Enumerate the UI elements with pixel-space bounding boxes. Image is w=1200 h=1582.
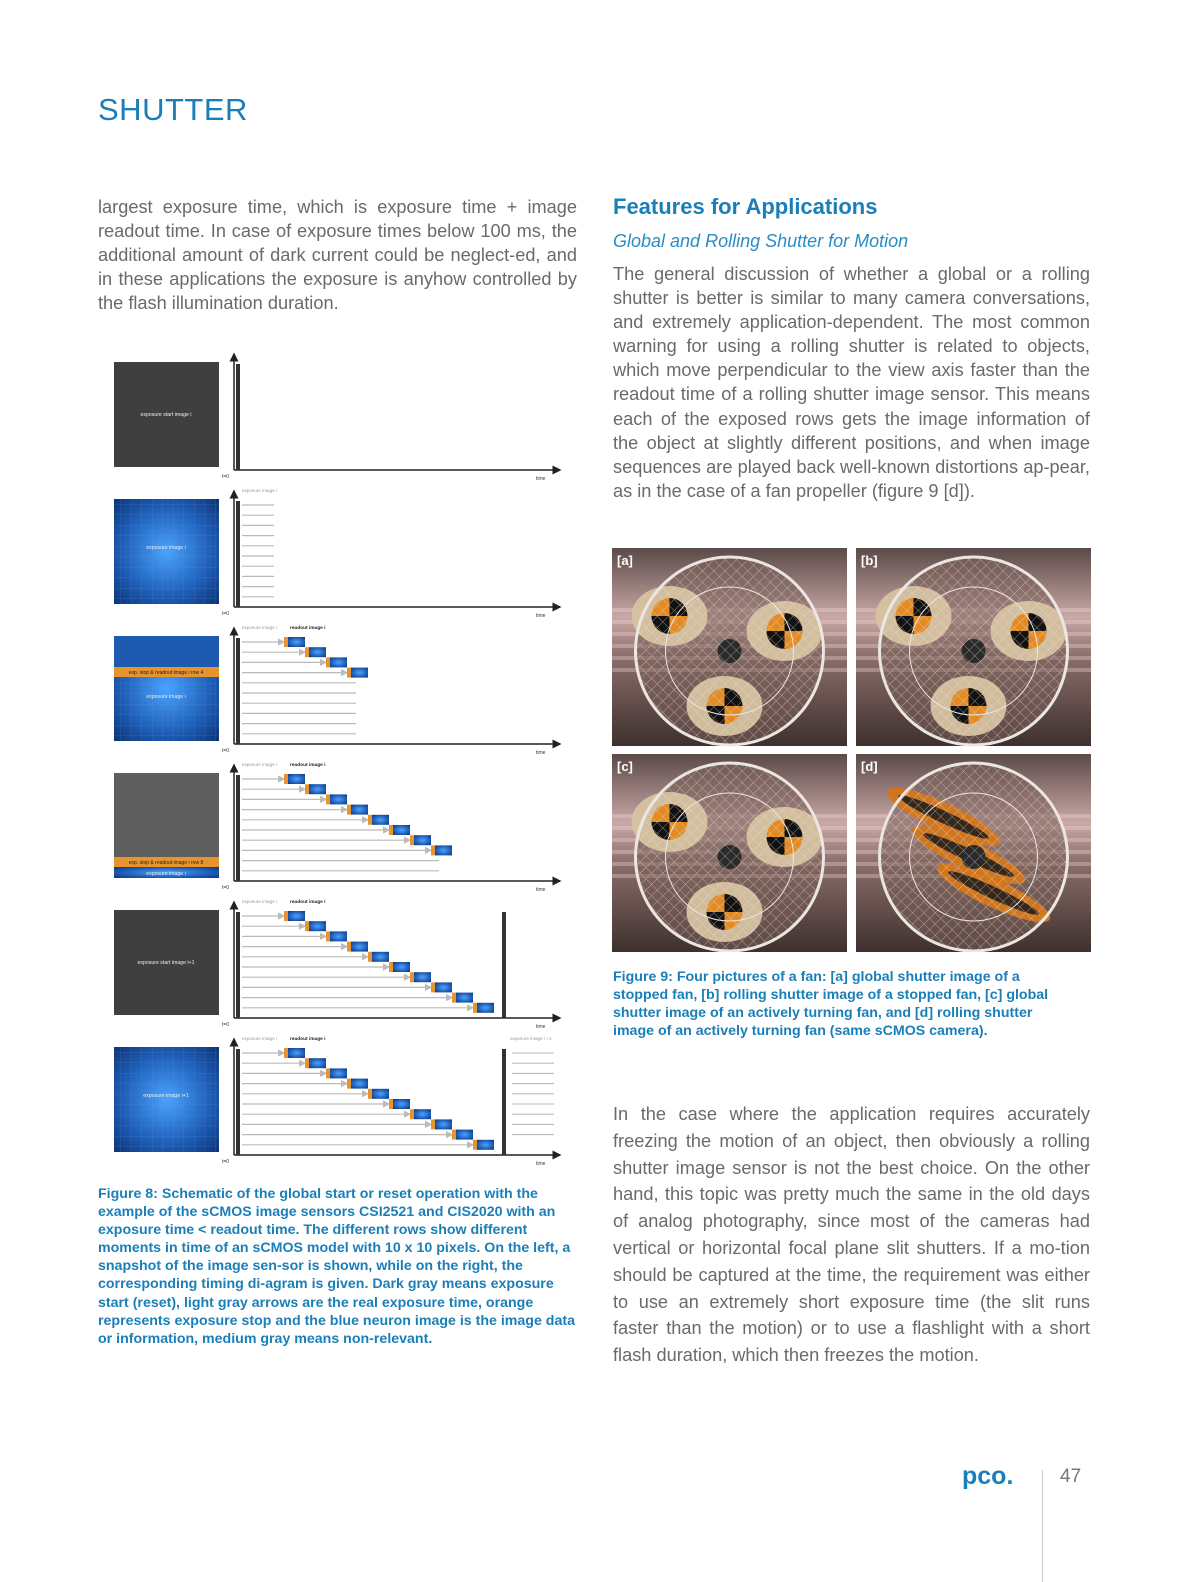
exposure-stop-mark [431, 982, 435, 992]
fig8-row-6 [114, 1036, 560, 1167]
exposure-image-label: exposure image i [242, 488, 277, 493]
exposure-stop-mark [347, 668, 351, 678]
fan-mesh [636, 557, 824, 745]
readout-block [330, 931, 347, 941]
exposure-image-label: exposure image i [242, 625, 277, 630]
sensor-label: exposure image i [146, 871, 186, 877]
exposure-stop-mark [284, 911, 288, 921]
readout-block [414, 835, 431, 845]
readout-block [372, 952, 389, 962]
section-heading: Features for Applications [613, 194, 878, 219]
readout-image-label: readout image i [290, 1037, 326, 1042]
exposure-next-label: exposure image i +1 [510, 1036, 552, 1041]
fan-mesh [880, 763, 1068, 951]
t0-label: t=0 [222, 1159, 230, 1165]
time-label: time [536, 613, 546, 619]
readout-block [351, 942, 368, 952]
fig8-row-2 [114, 488, 560, 619]
exposure-stop-mark [368, 1089, 372, 1099]
readout-block [393, 962, 410, 972]
readout-block [372, 1089, 389, 1099]
readout-block [330, 657, 347, 667]
readout-block [351, 1079, 368, 1089]
footer-divider [1042, 1470, 1043, 1582]
fig8-row-5 [114, 899, 560, 1030]
readout-block [309, 647, 326, 657]
readout-block [309, 784, 326, 794]
time-label: time [536, 1161, 546, 1167]
exposure-stop-mark [326, 931, 330, 941]
sensor-grid [114, 499, 219, 604]
readout-block [477, 1003, 494, 1013]
section-subheading: Global and Rolling Shutter for Motion [613, 231, 909, 251]
readout-block [309, 1058, 326, 1068]
exposure-stop-mark [305, 1058, 309, 1068]
exposure-stop-mark [389, 962, 393, 972]
sensor-snapshot [114, 773, 219, 857]
exposure-stop-mark [284, 1048, 288, 1058]
readout-block [351, 805, 368, 815]
figure9-images [612, 548, 1091, 952]
exposure-stop-mark [326, 794, 330, 804]
fan-photo-4 [856, 754, 1091, 952]
readout-block [288, 1048, 305, 1058]
exposure-stop-mark [452, 993, 456, 1003]
readout-block [414, 1109, 431, 1119]
right-paragraph-2: In the case where the application requires accurately freezing the motion of an object, then obviously a rolling shutter image sensor is not the best choice. On the other hand, this topic was pretty much the same in the old days of analog photography, since most of the cameras had vertical or horizontal focal plane slit shutters. If a mo-tion should be captured at the time, the requirement was either to use an extremely short exposure time (the slit runs faster than the motion) or to use a flashlight with a short flash duration, which then freezes the motion. [613, 1104, 1090, 1366]
figure8-caption: Figure 8: Schematic of the global start or reset operation with the example of the sCMOS image sensors CSI2521 and CIS2020 with an exposure time < readout time. The different rows show different moments in time of an sCMOS model with 10 x 10 pixels. On the left, a snapshot of the image sen-sor is shown, while on the right, the corresponding timing di-agram is given. Dark gray means exposure start (reset), light gray arrows are the real exposure time, orange represents exposure stop and the blue neuron image is the image data or information, medium gray means non-relevant. [98, 1186, 575, 1347]
exposure-stop-mark [368, 815, 372, 825]
time-label: time [536, 750, 546, 756]
panel-label: [c] [617, 759, 633, 774]
exposure-stop-mark [326, 1068, 330, 1078]
fan-photo-1 [612, 548, 847, 746]
exposure-start-bar [236, 1049, 240, 1155]
readout-block [414, 972, 431, 982]
panel-label: [a] [617, 553, 633, 568]
left-paragraph: largest exposure time, which is exposure time + image readout time. In case of exposure times below 100 ms, the additional amount of dark current could be neglect-ed, and in these applications the exposure is anyhow controlled by the flash illumination duration. [98, 197, 577, 314]
pco-logo: pco. [962, 1462, 1014, 1490]
exposure-stop-mark [431, 1119, 435, 1129]
t0-label: t=0 [222, 474, 230, 480]
exposure-image-label: exposure image i [242, 762, 277, 767]
exposure-stop-mark [347, 942, 351, 952]
t0-label: t=0 [222, 1022, 230, 1028]
exposure-image-label: exposure image i [242, 1036, 277, 1041]
readout-block [456, 1130, 473, 1140]
fig8-row-4 [114, 762, 560, 893]
readout-image-label: readout image i [290, 763, 326, 768]
t0-label: t=0 [222, 611, 230, 617]
right-paragraph-1: The general discussion of whether a global or a rolling shutter is better is similar to many camera conversations, and extremely application-dependent. The most common warning for using a rolling shutter is related to objects, which move perpendicular to the view axis faster than the readout time of a rolling shutter image sensor. This means each of the exposed rows gets the image information of the object at slightly different positions, and when image sequences are played back well-known distortions ap-pear, as in the case of a fan propeller (figure 9 [d]). [613, 264, 1090, 501]
t0-label: t=0 [222, 885, 230, 891]
fan-mesh [636, 763, 824, 951]
exposure-stop-mark [473, 1003, 477, 1013]
exposure-start-bar [236, 912, 240, 1018]
panel-label: [d] [861, 759, 878, 774]
readout-block [288, 637, 305, 647]
sensor-label: exposure start image i+1 [137, 960, 195, 966]
sensor-rows-read [114, 636, 219, 667]
next-exposure-start-bar [502, 912, 506, 1018]
readout-block [456, 993, 473, 1003]
sensor-label: exposure image i+1 [143, 1093, 189, 1099]
figure9-caption: Figure 9: Four pictures of a fan: [a] global shutter image of a stopped fan, [b] rolling shutter image of a stopped fan, [c] global shutter image of an actively turning fan, and [d] rolling shutter image of an actively turning fan (same sCMOS camera). [613, 969, 1049, 1040]
readout-block [477, 1140, 494, 1150]
exposure-stop-mark [284, 774, 288, 784]
sensor-label: exposure start image i [140, 412, 192, 418]
sensor-label-stop: exp. stop & readout image i row 8 [128, 860, 204, 866]
readout-block [393, 1099, 410, 1109]
panel-label: [b] [861, 553, 878, 568]
readout-image-label: readout image i [290, 626, 326, 631]
readout-block [309, 921, 326, 931]
exposure-image-label: exposure image i [242, 899, 277, 904]
exposure-stop-mark [389, 1099, 393, 1109]
readout-block [435, 1119, 452, 1129]
time-label: time [536, 887, 546, 893]
exposure-stop-mark [347, 1079, 351, 1089]
time-label: time [536, 1024, 546, 1030]
fan-mesh [880, 557, 1068, 745]
exposure-stop-mark [410, 835, 414, 845]
exposure-start-bar [236, 364, 240, 470]
readout-block [372, 815, 389, 825]
time-label: time [536, 476, 546, 482]
exposure-stop-mark [410, 1109, 414, 1119]
exposure-start-bar [236, 775, 240, 881]
exposure-stop-mark [431, 845, 435, 855]
exposure-stop-mark [473, 1140, 477, 1150]
sensor-label-stop: exp. stop & readout image i row 4 [128, 670, 204, 676]
exposure-stop-mark [284, 637, 288, 647]
readout-block [351, 668, 368, 678]
readout-block [435, 982, 452, 992]
sensor-label: exposure image i [146, 545, 186, 551]
exposure-stop-mark [368, 952, 372, 962]
exposure-stop-mark [326, 657, 330, 667]
readout-block [288, 774, 305, 784]
readout-block [288, 911, 305, 921]
sensor-label: exposure image i [146, 694, 186, 700]
exposure-stop-mark [305, 784, 309, 794]
fig8-row-1 [114, 354, 560, 482]
readout-block [435, 845, 452, 855]
exposure-stop-mark [347, 805, 351, 815]
exposure-stop-mark [389, 825, 393, 835]
sensor-grid [114, 1047, 219, 1152]
figure8-diagram [110, 346, 580, 1176]
fan-photo-2 [856, 548, 1091, 746]
exposure-stop-mark [410, 972, 414, 982]
page-title: SHUTTER [98, 92, 248, 127]
exposure-stop-mark [305, 647, 309, 657]
next-exposure-start-bar [502, 1049, 506, 1155]
fig8-row-3 [114, 625, 560, 756]
exposure-start-bar [236, 638, 240, 744]
readout-block [393, 825, 410, 835]
exposure-stop-mark [452, 1130, 456, 1140]
readout-image-label: readout image i [290, 900, 326, 905]
fan-photo-3 [612, 754, 847, 952]
exposure-start-bar [236, 501, 240, 607]
page-number: 47 [1060, 1466, 1082, 1487]
readout-block [330, 1068, 347, 1078]
t0-label: t=0 [222, 748, 230, 754]
exposure-stop-mark [305, 921, 309, 931]
readout-block [330, 794, 347, 804]
